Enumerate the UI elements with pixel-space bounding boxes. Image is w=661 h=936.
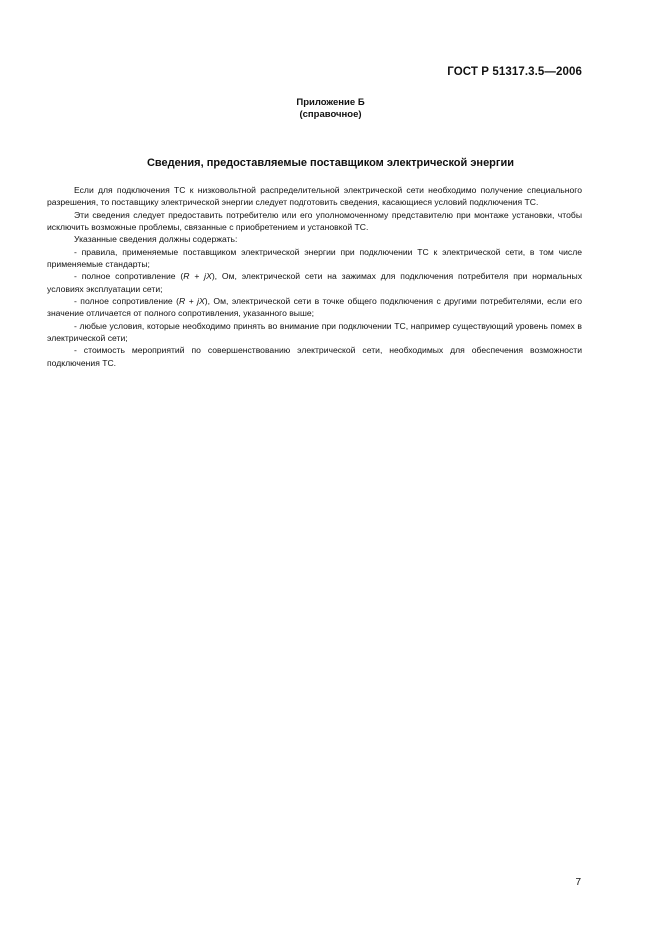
- paragraph: Указанные сведения должны содержать:: [74, 234, 238, 245]
- appendix-subtitle: (справочное): [299, 109, 362, 120]
- list-item: - любые условия, которые необходимо принять во внимание при подключении ТС, например существующий уровень помех в электрической сети;: [47, 320, 582, 344]
- body-text: [47, 184, 582, 369]
- paragraph: Эти сведения следует предоставить потребителю или его уполномоченному представителю при монтаже установки, чтобы исключить возможные проблемы, связанные с приобретением и установкой ТС.: [47, 209, 582, 233]
- paragraph: Если для подключения ТС к низковольтной распределительной электрической сети необходимо получение специального разрешения, то поставщику электрической энергии следует подготовить сведения, касающиеся условий подключения ТС.: [47, 185, 582, 208]
- standard-code: ГОСТ Р 51317.3.5—2006: [447, 66, 582, 78]
- list-item: - полное сопротивление (R + jX), Ом, электрической сети на зажимах для подключения потребителя при нормальных условиях эксплуатации сети;: [47, 271, 582, 294]
- page-number: 7: [575, 877, 581, 888]
- list-item: - стоимость мероприятий по совершенствованию электрической сети, необходимых для обеспечения возможности подключения ТС.: [47, 345, 582, 368]
- appendix-title: Приложение Б: [296, 97, 365, 108]
- list-item: - правила, применяемые поставщиком электрической энергии при подключении ТС к электрической сети, в том числе применяемые стандарты;: [47, 246, 582, 270]
- list-item: - полное сопротивление (R + jX), Ом, электрической сети в точке общего подключения с другими потребителями, если его значение отличается от полного сопротивления, указанного выше;: [47, 296, 582, 319]
- appendix-heading: [0, 97, 661, 121]
- section-title: Сведения, предоставляемые поставщиком электрической энергии: [146, 157, 515, 169]
